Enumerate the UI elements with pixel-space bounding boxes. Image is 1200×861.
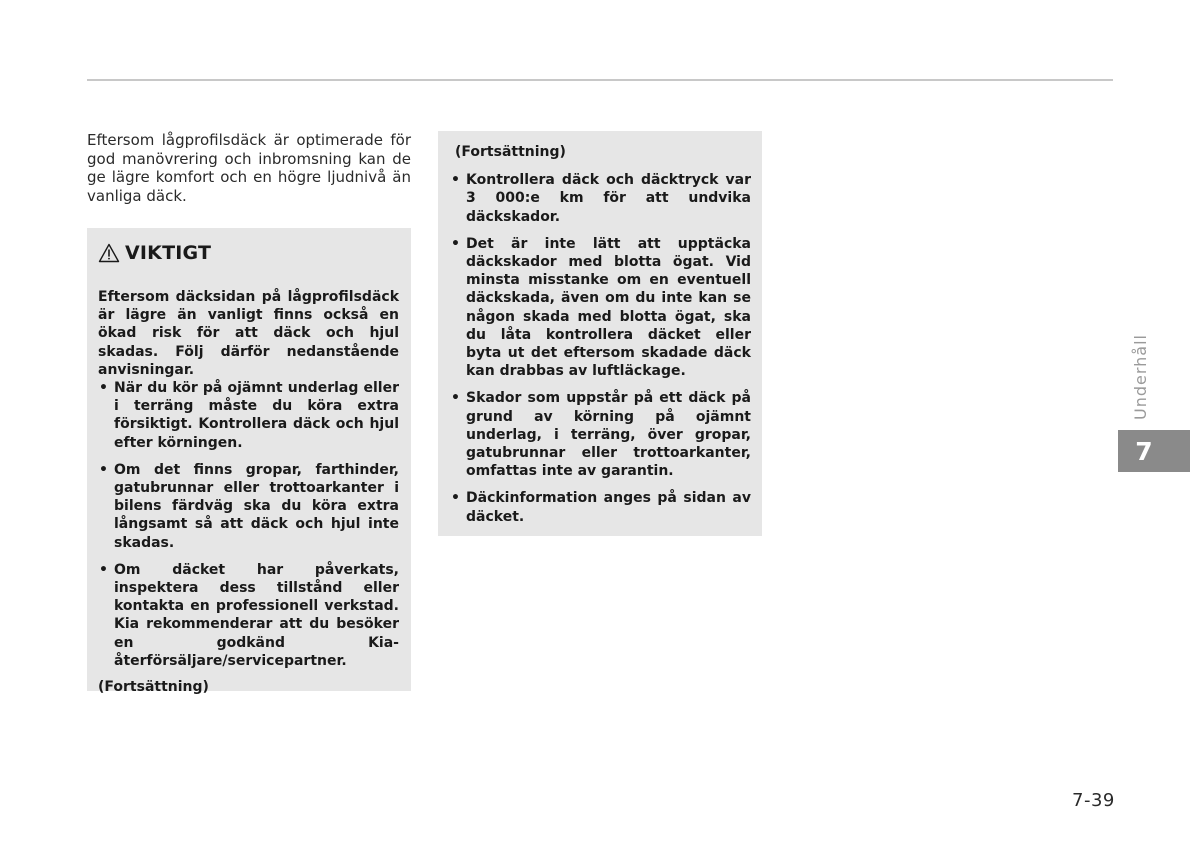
warning-header <box>98 238 399 268</box>
warning-box <box>87 228 411 696</box>
warning-bullet: • När du kör på ojämnt underlag eller i terräng måste du köra extra försiktigt. Kontrollera däck och hjul efter körningen. <box>98 379 399 452</box>
continuation-box <box>438 131 762 536</box>
intro-paragraph: Eftersom lågprofilsdäck är optimerade för god manövrering och inbromsning kan de ge lägre komfort och en högre ljudnivå än vanliga däck. <box>87 131 411 205</box>
continuation-bullet-list <box>450 171 751 526</box>
warning-title: VIKTIGT <box>125 242 212 264</box>
chapter-tab: 7 <box>1118 430 1190 472</box>
continuation-bullet: • Kontrollera däck och däcktryck var 3 000:e km för att undvika däckskador. <box>450 171 751 226</box>
header-rule <box>87 79 1113 81</box>
warning-triangle-icon <box>98 243 120 263</box>
section-side-label: Underhåll <box>1131 334 1150 420</box>
continuation-bullet: • Däckinformation anges på sidan av däcket. <box>450 489 751 525</box>
continued-label: (Fortsättning) <box>98 679 209 696</box>
warning-lead: Eftersom däcksidan på lågprofilsdäck är lägre än vanligt finns också en ökad risk för att däck och hjul skadas. Följ därför nedanstående anvisningar. <box>98 289 399 378</box>
continuation-bullet: • Skador som uppstår på ett däck på grund av körning på ojämnt underlag, i terräng, över gropar, gatubrunnar eller trottoarkanter, omfattas inte av garantin. <box>450 389 751 480</box>
warning-bullet: • Om det finns gropar, farthinder, gatubrunnar eller trottoarkanter i bilens färdväg ska du köra extra långsamt så att däck och hjul inte skadas. <box>98 461 399 552</box>
continuation-bullet: • Det är inte lätt att upptäcka däckskador med blotta ögat. Vid minsta misstanke om en eventuell däckskada, även om du inte kan se någon skada med blotta ögat, ska du låta kontrollera däcket eller byta ut det eftersom skadade däck kan drabbas av luftläckage. <box>450 235 751 381</box>
warning-bullet: • Om däcket har påverkats, inspektera dess tillstånd eller kontakta en professionell verkstad. Kia rekommenderar att du besöker en godkänd Kia-återförsäljare/servicepartner. <box>98 561 399 670</box>
warning-bullet-list <box>98 379 399 670</box>
page-number: 7-39 <box>1072 790 1115 811</box>
continuation-label: (Fortsättning) <box>455 144 566 160</box>
